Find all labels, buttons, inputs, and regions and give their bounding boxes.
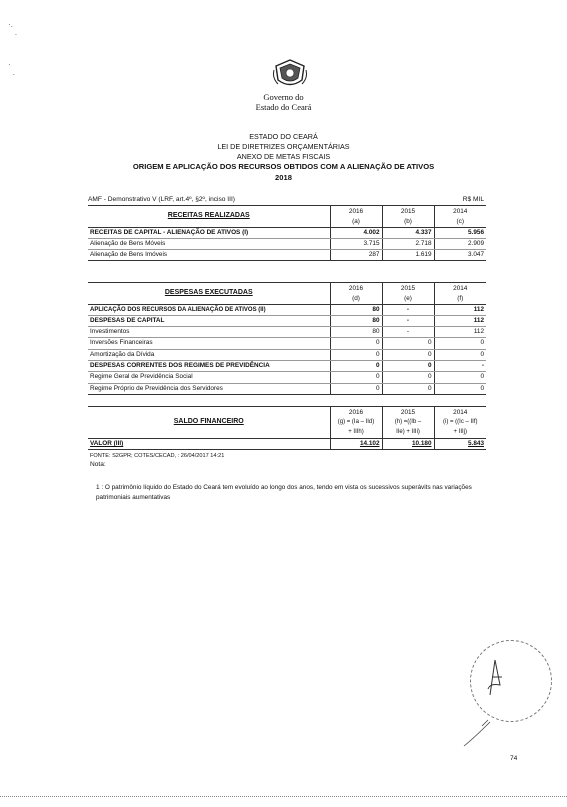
row-label: Inversões Financeiras — [88, 338, 330, 349]
cell: 0 — [434, 349, 486, 360]
cell: 0 — [434, 372, 486, 383]
amf-label: AMF - Demonstrativo V (LRF, art.4º, §2º, inciso III) — [88, 196, 235, 203]
cell: 0 — [434, 383, 486, 394]
cell: 0 — [382, 338, 434, 349]
receitas-col-1: (b) — [382, 216, 434, 227]
despesas-year-0: 2016 — [330, 283, 382, 294]
cell: - — [434, 361, 486, 372]
saldo-formula-2: (i) = ((Ic – IIf) — [434, 417, 486, 427]
source-note: FONTE: S2GPR; COTES/CECAD, : 26/04/2017 14:21 — [90, 453, 225, 459]
despesas-year-row — [88, 283, 486, 294]
despesas-table — [88, 282, 486, 395]
table-row — [88, 304, 486, 315]
cell: 1.619 — [382, 250, 434, 261]
row-label: VALOR (III) — [88, 438, 330, 449]
receitas-year-2: 2014 — [434, 206, 486, 217]
cell: 80 — [330, 327, 382, 338]
cell: - — [382, 327, 434, 338]
cell: 80 — [330, 304, 382, 315]
saldo-year-2: 2014 — [434, 407, 486, 418]
table-row — [88, 238, 486, 249]
cell: - — [382, 304, 434, 315]
saldo-table — [88, 406, 486, 450]
cell: - — [382, 315, 434, 326]
table-row — [88, 383, 486, 394]
row-label: Alienação de Bens Móveis — [88, 238, 330, 249]
saldo-caption: SALDO FINANCEIRO — [88, 407, 330, 439]
margin-marks: ·. · · · — [8, 20, 18, 79]
cell: 0 — [330, 338, 382, 349]
saldo-year-1: 2015 — [382, 407, 434, 418]
cell: 2.718 — [382, 238, 434, 249]
receitas-year-row — [88, 206, 486, 217]
cell: 3.715 — [330, 238, 382, 249]
signature-mark-icon — [462, 718, 492, 748]
signature-icon — [480, 655, 510, 700]
row-label: APLICAÇÃO DOS RECURSOS DA ALIENAÇÃO DE ATIVOS (II) — [88, 304, 330, 315]
row-label: Amortização da Dívida — [88, 349, 330, 360]
cell: 0 — [382, 349, 434, 360]
cell: 10.180 — [382, 438, 434, 449]
cell: 0 — [330, 383, 382, 394]
despesas-col-2: (f) — [434, 293, 486, 304]
receitas-year-0: 2016 — [330, 206, 382, 217]
cell: 80 — [330, 315, 382, 326]
row-label: Investimentos — [88, 327, 330, 338]
cell: 0 — [330, 361, 382, 372]
state-coat-of-arms-icon — [270, 58, 310, 90]
table-row — [88, 361, 486, 372]
letterhead-line2: Estado do Ceará — [255, 102, 312, 112]
cell: 287 — [330, 250, 382, 261]
despesas-col-1: (e) — [382, 293, 434, 304]
page-number: 74 — [510, 755, 518, 762]
cell: 0 — [330, 349, 382, 360]
saldo-formula2-1: IIe) + IIIi) — [382, 428, 434, 439]
cell: 4.337 — [382, 227, 434, 238]
header-year: 2018 — [275, 173, 292, 182]
receitas-table — [88, 205, 486, 261]
cell: 3.047 — [434, 250, 486, 261]
saldo-formula2-2: + IIIj) — [434, 428, 486, 439]
header-title: ORIGEM E APLICAÇÃO DOS RECURSOS OBTIDOS COM A ALIENAÇÃO DE ATIVOS — [132, 162, 435, 171]
despesas-year-1: 2015 — [382, 283, 434, 294]
cell: 5.956 — [434, 227, 486, 238]
row-label: Regime Geral de Previdência Social — [88, 372, 330, 383]
row-label: RECEITAS DE CAPITAL - ALIENAÇÃO DE ATIVOS (I) — [88, 227, 330, 238]
table-row — [88, 372, 486, 383]
receitas-caption: RECEITAS REALIZADAS — [88, 206, 330, 228]
table-row — [88, 327, 486, 338]
cell: 5.843 — [434, 438, 486, 449]
receitas-col-2: (c) — [434, 216, 486, 227]
saldo-year-0: 2016 — [330, 407, 382, 418]
cell: 14.102 — [330, 438, 382, 449]
cell: 4.002 — [330, 227, 382, 238]
cell: 112 — [434, 304, 486, 315]
receitas-col-0: (a) — [330, 216, 382, 227]
despesas-year-2: 2014 — [434, 283, 486, 294]
cell: 0 — [434, 338, 486, 349]
table-row — [88, 338, 486, 349]
cell: 112 — [434, 315, 486, 326]
table-row — [88, 349, 486, 360]
letterhead-line1: Governo do — [263, 92, 304, 102]
saldo-formula-1: (h) =((Ib – — [382, 417, 434, 427]
saldo-year-row — [88, 407, 486, 418]
table-row — [88, 438, 486, 449]
row-label: Regime Próprio de Previdência dos Servidores — [88, 383, 330, 394]
note-label: Nota: — [90, 461, 106, 468]
receitas-year-1: 2015 — [382, 206, 434, 217]
table-row — [88, 227, 486, 238]
cell: 0 — [382, 361, 434, 372]
row-label: DESPESAS DE CAPITAL — [88, 315, 330, 326]
saldo-formula2-0: + IIIh) — [330, 428, 382, 439]
header-state: ESTADO DO CEARÁ — [249, 132, 318, 141]
cell: 0 — [382, 383, 434, 394]
row-label: Alienação de Bens Imóveis — [88, 250, 330, 261]
header-annex: ANEXO DE METAS FISCAIS — [236, 152, 331, 161]
cell: 0 — [330, 372, 382, 383]
header-law: LEI DE DIRETRIZES ORÇAMENTÁRIAS — [217, 142, 350, 151]
despesas-col-0: (d) — [330, 293, 382, 304]
table-row — [88, 250, 486, 261]
cell: 0 — [382, 372, 434, 383]
despesas-caption: DESPESAS EXECUTADAS — [88, 283, 330, 305]
row-label: DESPESAS CORRENTES DOS REGIMES DE PREVIDÊNCIA — [88, 361, 330, 372]
bottom-rule — [0, 796, 567, 797]
cell: 2.909 — [434, 238, 486, 249]
saldo-formula-0: (g) = (Ia – IId) — [330, 417, 382, 427]
cell: 112 — [434, 327, 486, 338]
note-text: 1 : O patrimônio líquido do Estado do Ceará tem evoluído ao longo dos anos, tendo em vista os sucessivos superávits nas variações patrimoniais aumentativas — [96, 484, 472, 501]
table-row — [88, 315, 486, 326]
unit-label: R$ MIL — [462, 196, 484, 203]
